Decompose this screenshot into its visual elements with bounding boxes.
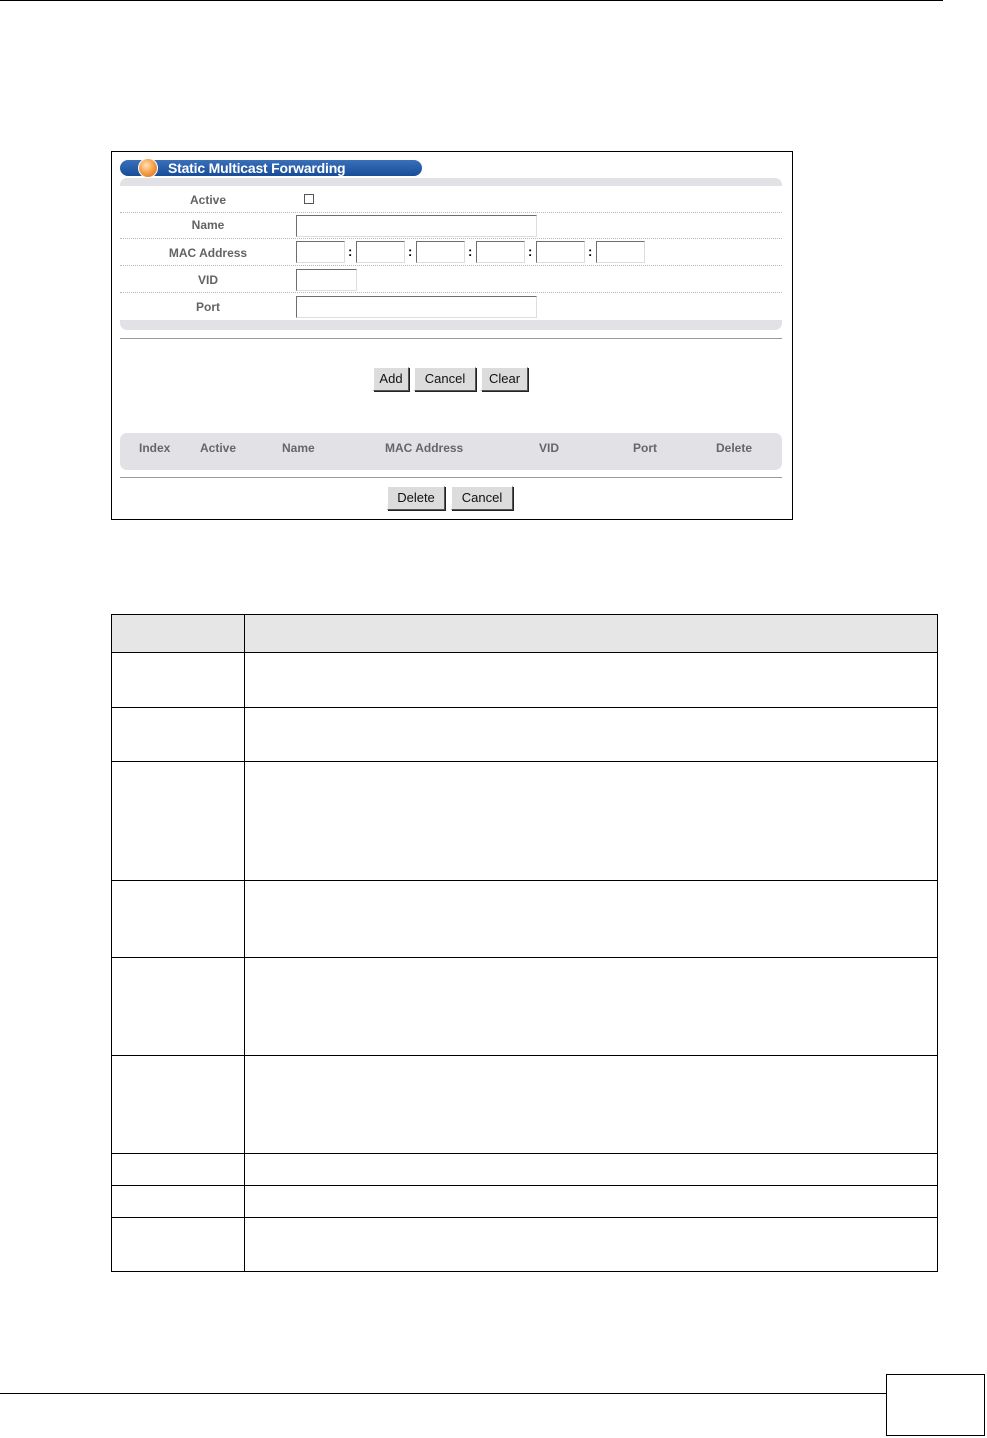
table-cell bbox=[112, 708, 245, 762]
table-row bbox=[112, 708, 938, 762]
page-number-box bbox=[886, 1374, 985, 1436]
mac-separator: : bbox=[468, 244, 473, 259]
table-cell bbox=[112, 1218, 245, 1272]
table-cell bbox=[245, 1186, 938, 1218]
table-row bbox=[112, 958, 938, 1056]
port-input[interactable] bbox=[296, 296, 537, 318]
mac-octet-4-input[interactable] bbox=[476, 241, 525, 263]
table-cell bbox=[112, 1056, 245, 1154]
active-label: Active bbox=[189, 193, 227, 207]
table-header-cell bbox=[112, 615, 245, 653]
delete-button[interactable]: Delete bbox=[387, 486, 445, 510]
screen-title: Static Multicast Forwarding bbox=[168, 160, 346, 176]
mac-separator: : bbox=[528, 244, 533, 259]
mac-separator: : bbox=[348, 244, 353, 259]
col-mac-address: MAC Address bbox=[385, 441, 464, 455]
table-row bbox=[112, 1218, 938, 1272]
table-header-cell bbox=[245, 615, 938, 653]
port-label: Port bbox=[196, 300, 220, 314]
table-row bbox=[112, 1186, 938, 1218]
mac-octet-3-input[interactable] bbox=[416, 241, 465, 263]
row-active bbox=[120, 186, 782, 213]
col-vid: VID bbox=[539, 441, 560, 455]
row-name bbox=[120, 213, 782, 239]
table-cell bbox=[112, 653, 245, 708]
field-description-table bbox=[111, 614, 938, 1272]
entries-table-header bbox=[120, 433, 782, 470]
table-cell bbox=[112, 1154, 245, 1186]
title-bar bbox=[120, 160, 422, 176]
table-cell bbox=[112, 1186, 245, 1218]
table-cell bbox=[245, 1218, 938, 1272]
table-header-row bbox=[112, 615, 938, 653]
col-delete: Delete bbox=[716, 441, 753, 455]
cancel-button[interactable]: Cancel bbox=[414, 367, 476, 391]
table-cell bbox=[112, 881, 245, 958]
table-cell bbox=[245, 762, 938, 881]
mac-octet-5-input[interactable] bbox=[536, 241, 585, 263]
table-cell bbox=[245, 653, 938, 708]
row-vid bbox=[120, 266, 782, 293]
table-row bbox=[112, 1056, 938, 1154]
mac-octet-1-input[interactable] bbox=[296, 241, 345, 263]
row-mac bbox=[120, 239, 782, 266]
list-separator bbox=[120, 477, 782, 478]
vid-label: VID bbox=[197, 273, 218, 287]
col-port: Port bbox=[633, 441, 657, 455]
table-cell bbox=[245, 708, 938, 762]
table-cell bbox=[112, 958, 245, 1056]
list-cancel-button[interactable]: Cancel bbox=[451, 486, 513, 510]
col-index: Index bbox=[139, 441, 171, 455]
table-cell bbox=[245, 958, 938, 1056]
page-bottom-rule bbox=[0, 1393, 886, 1394]
table-row bbox=[112, 1154, 938, 1186]
table-cell bbox=[112, 762, 245, 881]
add-button[interactable]: Add bbox=[373, 367, 409, 391]
vid-input[interactable] bbox=[296, 269, 357, 291]
form-panel bbox=[120, 178, 782, 330]
table-row bbox=[112, 762, 938, 881]
col-name: Name bbox=[282, 441, 315, 455]
table-cell bbox=[245, 1154, 938, 1186]
form-body bbox=[120, 186, 782, 320]
mac-octet-6-input[interactable] bbox=[596, 241, 645, 263]
active-checkbox[interactable] bbox=[304, 194, 314, 204]
mac-separator: : bbox=[408, 244, 413, 259]
orb-icon bbox=[138, 158, 158, 178]
mac-octet-2-input[interactable] bbox=[356, 241, 405, 263]
table-row bbox=[112, 653, 938, 708]
mac-separator: : bbox=[588, 244, 593, 259]
form-separator bbox=[120, 338, 782, 339]
page-top-rule bbox=[0, 0, 943, 1]
static-multicast-forwarding-screen bbox=[111, 151, 793, 520]
table-cell bbox=[245, 1056, 938, 1154]
name-label: Name bbox=[191, 218, 225, 232]
clear-button[interactable]: Clear bbox=[481, 367, 528, 391]
col-active: Active bbox=[200, 441, 237, 455]
name-input[interactable] bbox=[296, 215, 537, 237]
mac-label: MAC Address bbox=[168, 246, 248, 260]
table-row bbox=[112, 881, 938, 958]
table-cell bbox=[245, 881, 938, 958]
row-port bbox=[120, 293, 782, 320]
